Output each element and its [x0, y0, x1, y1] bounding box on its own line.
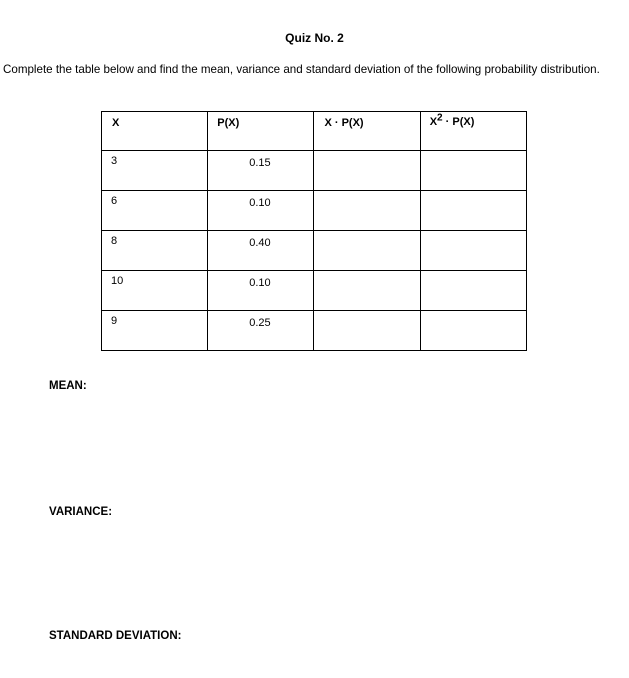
standard-deviation-label: STANDARD DEVIATION:: [49, 630, 182, 642]
cell-x-squared-times-p[interactable]: [420, 311, 526, 351]
header-x: X: [102, 112, 208, 151]
cell-x: 6: [102, 191, 208, 231]
table-row: [102, 311, 527, 351]
header-x2p-exponent: 2: [437, 112, 443, 124]
header-p-x: P(X): [208, 112, 314, 151]
cell-x-times-p[interactable]: [314, 191, 420, 231]
table-row: [102, 231, 527, 271]
cell-x-times-p[interactable]: [314, 231, 420, 271]
cell-x-times-p[interactable]: [314, 271, 420, 311]
cell-x-squared-times-p[interactable]: [420, 231, 526, 271]
quiz-title: Quiz No. 2: [285, 31, 344, 45]
cell-p-x: 0.10: [208, 271, 314, 311]
probability-table: [101, 111, 527, 351]
header-x-times-p: X · P(X): [314, 112, 420, 151]
mean-label: MEAN:: [49, 380, 87, 392]
cell-x: 8: [102, 231, 208, 271]
header-x2p-base: X: [429, 116, 438, 128]
cell-x-times-p[interactable]: [314, 151, 420, 191]
table-row: [102, 151, 527, 191]
cell-x: 3: [102, 151, 208, 191]
cell-p-x: 0.40: [208, 231, 314, 271]
cell-p-x: 0.15: [208, 151, 314, 191]
cell-x-times-p[interactable]: [314, 311, 420, 351]
table-header-row: [102, 112, 527, 151]
table-row: [102, 271, 527, 311]
cell-x-squared-times-p[interactable]: [420, 271, 526, 311]
cell-x: 9: [102, 311, 208, 351]
table-row: [102, 191, 527, 231]
cell-x: 10: [102, 271, 208, 311]
header-x2p-rest: · P(X): [442, 116, 475, 128]
cell-p-x: 0.10: [208, 191, 314, 231]
cell-p-x: 0.25: [208, 311, 314, 351]
cell-x-squared-times-p[interactable]: [420, 151, 526, 191]
cell-x-squared-times-p[interactable]: [420, 191, 526, 231]
instructions-text: Complete the table below and find the mean, variance and standard deviation of the following probability distribution.: [3, 63, 600, 76]
variance-label: VARIANCE:: [49, 506, 113, 518]
header-x-squared-times-p: [420, 112, 526, 151]
